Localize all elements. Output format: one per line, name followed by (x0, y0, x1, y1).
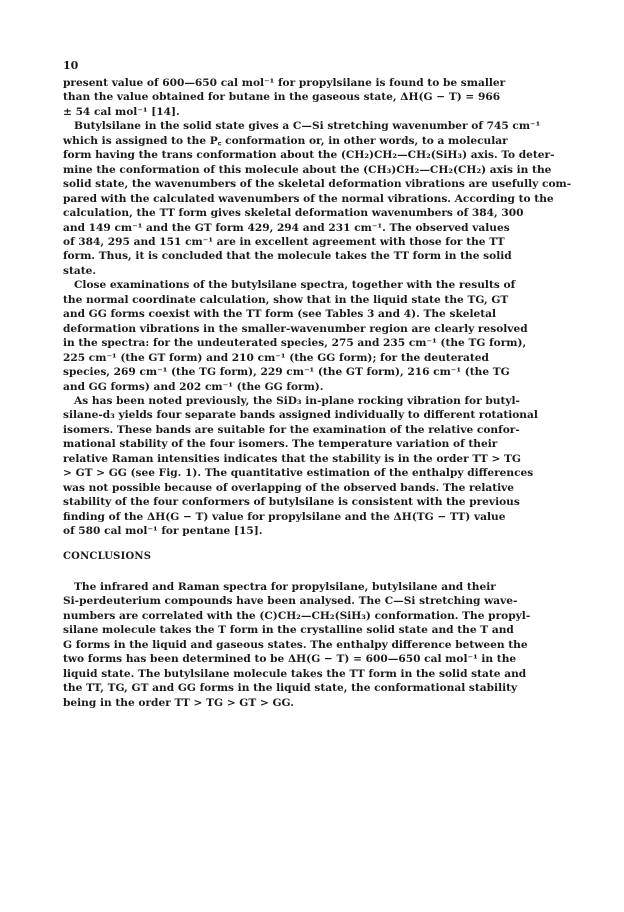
text-line: deformation vibrations in the smaller-wavenumber region are clearly resolved (63, 322, 528, 335)
paragraph-5 (63, 580, 577, 710)
text-line: of 384, 295 and 151 cm⁻¹ are in excellent agreement with those for the TT (63, 235, 505, 248)
text-line: was not possible because of overlapping of the observed bands. The relative (63, 481, 515, 494)
text-line: finding of the ΔH(G − T) value for propylsilane and the ΔH(TG − TT) value (63, 510, 506, 523)
paragraph-3 (63, 278, 577, 394)
text-line: species, 269 cm⁻¹ (the TG form), 229 cm⁻¹ (the GT form), 216 cm⁻¹ (the TG (63, 366, 510, 379)
text-line: mational stability of the four isomers. The temperature variation of their (63, 438, 498, 451)
text-line: silane-d₃ yields four separate bands assigned individually to different rotational (63, 409, 538, 422)
text-line: Butylsilane in the solid state gives a C—Si stretching wavenumber of 745 cm⁻¹ (74, 120, 541, 133)
text-line: 225 cm⁻¹ (the GT form) and 210 cm⁻¹ (the GG form); for the deuterated (63, 351, 489, 364)
paragraph-4 (63, 394, 577, 539)
text-line: present value of 600—650 cal mol⁻¹ for propylsilane is found to be smaller (63, 77, 506, 89)
text-line: The infrared and Raman spectra for propylsilane, butylsilane and their (74, 580, 496, 593)
paragraph-1 (63, 76, 577, 119)
text-line: which is assigned to the P꜀ conformation or, in other words, to a molecular (63, 134, 508, 147)
text-line: than the value obtained for butane in the gaseous state, ΔH(G − T) = 966 (63, 91, 501, 104)
text-line: state. (63, 264, 97, 277)
text-line: and GG forms coexist with the TT form (see Tables 3 and 4). The skeletal (63, 308, 497, 321)
text-line: of 580 cal mol⁻¹ for pentane [15]. (63, 525, 263, 538)
text-line: form having the trans conformation about the (CH₂)CH₂—CH₂(SiH₃) axis. To deter- (63, 149, 555, 162)
text-line: > GT > GG (see Fig. 1). The quantitative estimation of the enthalpy differences (63, 467, 534, 480)
text-line: isomers. These bands are suitable for the examination of the relative confor- (63, 423, 520, 436)
text-line: relative Raman intensities indicates that the stability is in the order TT > TG (63, 452, 521, 465)
text-line: pared with the calculated wavenumbers of the normal vibrations. According to the (63, 192, 554, 205)
text-line: in the spectra: for the undeuterated species, 275 and 235 cm⁻¹ (the TG form), (63, 337, 527, 350)
text-line: two forms has been determined to be ΔH(G − T) = 600—650 cal mol⁻¹ in the (63, 653, 517, 666)
text-line: liquid state. The butylsilane molecule takes the TT form in the solid state and (63, 667, 527, 680)
text-line: ± 54 cal mol⁻¹ [14]. (63, 105, 180, 118)
text-line: the TT, TG, GT and GG forms in the liquid state, the conformational stability (63, 682, 518, 695)
page-number: 10 (63, 59, 79, 72)
text-line: Si-perdeuterium compounds have been analysed. The C—Si stretching wave- (63, 595, 518, 608)
text-line: mine the conformation of this molecule about the (CH₃)CH₂—CH₂(CH₂) axis in the (63, 163, 552, 176)
text-line: being in the order TT > TG > GT > GG. (63, 696, 294, 709)
body-text (63, 76, 577, 710)
paragraph-2 (63, 119, 577, 278)
text-line: silane molecule takes the T form in the crystalline solid state and the T and (63, 624, 514, 637)
text-line: form. Thus, it is concluded that the molecule takes the TT form in the solid (63, 250, 512, 263)
text-line: solid state, the wavenumbers of the skeletal deformation vibrations are usefully com- (63, 178, 572, 191)
text-line: G forms in the liquid and gaseous states. The enthalpy difference between the (63, 638, 528, 651)
section-heading: CONCLUSIONS (63, 550, 152, 562)
text-line: and GG forms) and 202 cm⁻¹ (the GG form). (63, 380, 324, 393)
text-line: calculation, the TT form gives skeletal deformation wavenumbers of 384, 300 (63, 207, 524, 220)
text-line: stability of the four conformers of butylsilane is consistent with the previous (63, 496, 520, 509)
text-line: Close examinations of the butylsilane spectra, together with the results of (74, 279, 516, 292)
text-line: numbers are correlated with the (C)CH₂—CH₂(SiH₃) conformation. The propyl- (63, 609, 531, 622)
text-line: As has been noted previously, the SiD₃ in-plane rocking vibration for butyl- (74, 394, 520, 407)
text-line: the normal coordinate calculation, show that in the liquid state the TG, GT (63, 293, 509, 306)
text-line: and 149 cm⁻¹ and the GT form 429, 294 and 231 cm⁻¹. The observed values (63, 221, 510, 234)
